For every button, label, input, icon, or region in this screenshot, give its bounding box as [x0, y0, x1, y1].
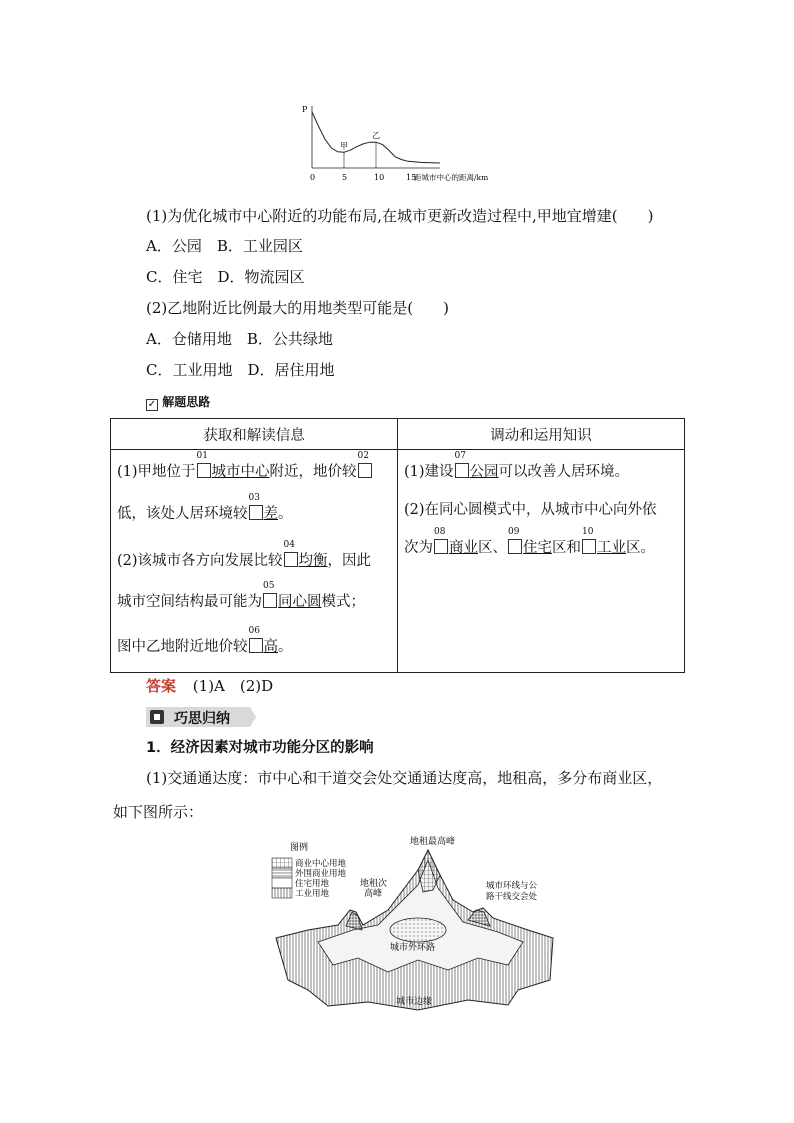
question-1-options-ab: A．公园 B．工业园区 [146, 237, 303, 255]
right-line-2: (2)在同心圆模式中，从城市中心向外依 [404, 502, 657, 518]
answer-line [146, 676, 273, 696]
checkbox-icon: ✓ [147, 399, 157, 410]
x-tick-label-0: 0 [310, 173, 316, 182]
legend-item-3: 住宅用地 [295, 879, 330, 889]
table-header-left: 获取和解读信息 [111, 419, 398, 450]
rent-distance-chart [300, 100, 530, 190]
x-tick-label-10: 10 [374, 173, 385, 182]
answer-text: (1)A (2)D [192, 677, 274, 695]
label-second-peak-2: 高峰 [364, 889, 383, 899]
legend-swatch-outer-commercial [272, 868, 292, 878]
legend-swatch-commercial-center [272, 858, 292, 868]
question-2: (2)乙地附近比例最大的用地类型可能是( ) [146, 299, 449, 317]
question-1: (1)为优化城市中心附近的功能布局,在城市更新改造过程中,甲地宜增建( ) [146, 207, 654, 225]
table-cell-left [111, 450, 398, 673]
question-2-options-cd: C．工业用地 D．居住用地 [146, 361, 335, 379]
legend-item-1: 商业中心用地 [295, 859, 347, 869]
right-line-1: (1)建设 07 公园可以改善人居环境。 [404, 451, 630, 480]
legend-item-4: 工业用地 [295, 889, 330, 899]
label-peak-top: 地租最高峰 [410, 837, 456, 847]
left-line-4: 城市空间结构最可能为 05 同心圆模式； [117, 581, 365, 610]
table-cell-right [398, 450, 685, 673]
left-line-2: 低，该处人居环境较 03 差。 [117, 493, 293, 522]
x-tick-label-5: 5 [342, 173, 348, 182]
summary-label: 巧思归纳 [174, 711, 230, 727]
label-ring-road: 城市外环路 [390, 943, 436, 953]
legend-swatch-industrial [272, 888, 292, 898]
legend-swatch-residential [272, 878, 292, 888]
question-1-options-cd: C．住宅 D．物流园区 [146, 268, 305, 286]
land-rent-diagram [268, 830, 558, 1020]
summary-banner [146, 704, 256, 730]
label-city-edge: 城市边缘 [396, 997, 433, 1007]
legend-title: 图例 [290, 843, 309, 853]
label-junction-2: 路干线交会处 [486, 892, 538, 902]
x-axis-label: 距城市中心的距离/km [414, 173, 489, 182]
point-label-乙: 乙 [372, 131, 380, 141]
left-line-5: 图中乙地附近地价较 06 高。 [117, 626, 293, 655]
point-label-甲: 甲 [340, 141, 348, 151]
inner-zone [390, 918, 446, 942]
x-tick-label-15: 15 [406, 173, 417, 182]
left-line-3: (2)该城市各方向发展比较 04 均衡，因此 [117, 540, 372, 569]
solution-hint [146, 393, 210, 411]
label-junction-1: 城市环线与公 [486, 881, 538, 891]
solution-hint-label: 解题思路 [162, 395, 211, 409]
analysis-table [110, 418, 685, 673]
question-2-options-ab: A．仓储用地 B．公共绿地 [146, 330, 333, 348]
legend-item-2: 外围商业用地 [295, 869, 347, 879]
section-1-paragraph-2: 如下图所示： [113, 803, 204, 821]
left-line-1: (1)甲地位于 01 城市中心附近，地价较 02 [117, 460, 373, 481]
table-header-right: 调动和运用知识 [398, 419, 685, 450]
section-1-title: 1．经济因素对城市功能分区的影响 [146, 740, 374, 756]
right-line-3: 次为 08 商业区、 09 住宅区和 10 工业区。 [404, 527, 655, 556]
section-1-paragraph-1: (1)交通通达度：市中心和干道交会处交通通达度高，地租高，多分布商业区， [146, 769, 663, 787]
label-second-peak-1: 地租次 [360, 879, 388, 889]
answer-label: 答案 [146, 677, 177, 695]
y-axis-label: P [302, 105, 308, 114]
